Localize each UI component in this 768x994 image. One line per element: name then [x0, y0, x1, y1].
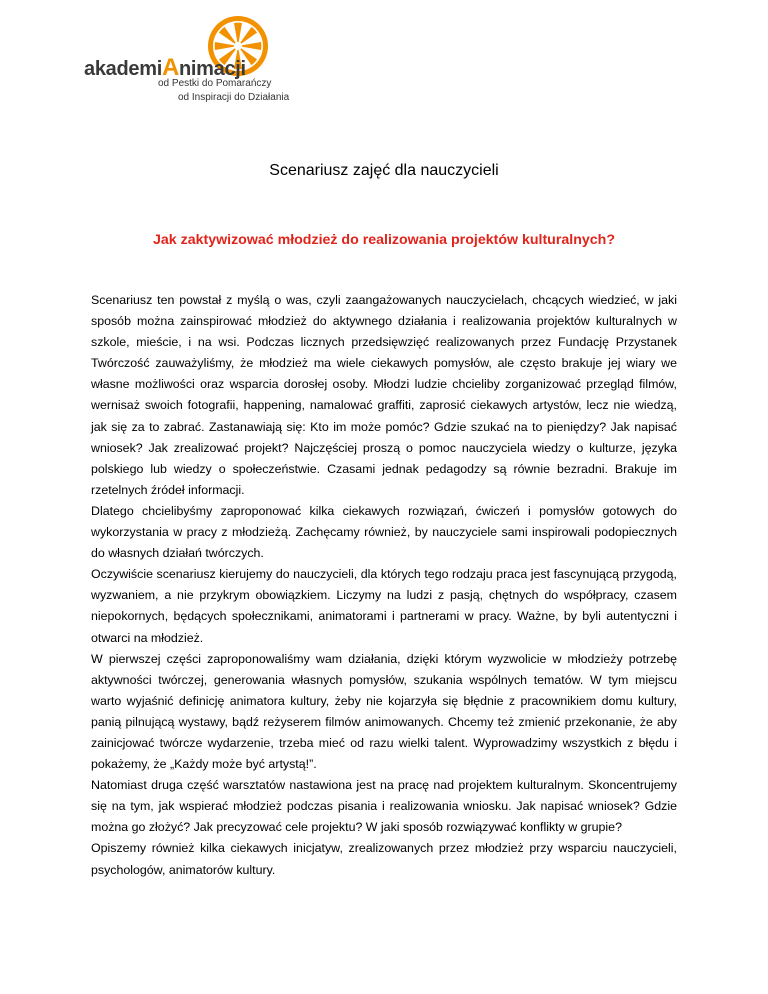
- paragraph: Scenariusz ten powstał z myślą o was, czyli zaangażowanych nauczycielach, chcących wiedzieć, w jaki sposób można zainspirować młodzież do aktywnego działania i realizowania projektów kulturalnych w szkole, mieście, i na wsi. Podczas licznych przedsięwzięć realizowanych przez Fundację Przystanek Twórczość zauważyliśmy, że młodzież ma wiele ciekawych pomysłów, ale często brakuje jej wiary we własne możliwości oraz wsparcia dorosłej osoby. Młodzi ludzie chcieliby zorganizować przegląd filmów, wernisaż swoich fotografii, happening, namalować graffiti, zaprosić ciekawych artystów, lecz nie wiedzą, jak się za to zabrać. Zastanawiają się: Kto im może pomóc? Gdzie szukać na to pieniędzy? Jak napisać wniosek? Jak zrealizować projekt? Najczęściej proszą o pomoc nauczyciela wiedzy o kulturze, języka polskiego lub wiedzy o społeczeństwie. Czasami jednak pedagodzy są równie bezradni. Brakuje im rzetelnych źródeł informacji.: [91, 293, 677, 497]
- paragraph: Dlatego chcielibyśmy zaproponować kilka ciekawych rozwiązań, ćwiczeń i pomysłów gotowych do wykorzystania w pracy z młodzieżą. Zachęcamy również, by nauczyciele sami inspirowali podopiecznych do własnych działań twórczych.: [91, 503, 677, 561]
- paragraph: Natomiast druga część warsztatów nastawiona jest na pracę nad projektem kulturalnym. Skoncentrujemy się na tym, jak wspierać młodzież podczas pisania i realizowania wniosku. Jak napisać wniosek? Gdzie można go złożyć? Jak precyzować cele projektu? W jaki sposób rozwiązywać konflikty w grupie?: [91, 778, 677, 835]
- logo-tagline-1: od Pestki do Pomarańczy: [158, 78, 272, 89]
- paragraph: W pierwszej części zaproponowaliśmy wam działania, dzięki którym wyzwolicie w młodzieży potrzebę aktywności twórczej, generowania własnych pomysłów, szukania wspólnych tematów. W tym miejscu warto wyjaśnić definicję animatora kultury, żeby nie kojarzyła się błędnie z pracownikiem domu kultury, panią pilnującą wystawy, bądź reżyserem filmów animowanych. Chcemy też zmienić przekonanie, że aby zainicjować twórcze wydarzenie, trzeba mieć od razu wielki talent. Wyprowadzimy wszystkich z błędu i pokażemy, że „Każdy może być artystą!”.: [91, 651, 677, 772]
- document-title: Scenariusz zajęć dla nauczycieli: [269, 162, 499, 179]
- document-subtitle: Jak zaktywizować młodzież do realizowania projektów kulturalnych?: [152, 232, 615, 248]
- paragraph: Oczywiście scenariusz kierujemy do nauczycieli, dla których tego rodzaju praca jest fascynującą przygodą, wyzwaniem, a nie przykrym obowiązkiem. Liczymy na ludzi z pasją, chętnych do współpracy, czasem niepokornych, będących społecznikami, animatorami i partnerami w pracy. Ważne, by byli autentyczni i otwarci na młodzież.: [91, 567, 677, 645]
- logo: [70, 14, 310, 114]
- document-body: [91, 290, 677, 881]
- paragraph: Opiszemy również kilka ciekawych inicjatyw, zrealizowanych przez młodzież przy wsparciu nauczycieli, psychologów, animatorów kultury.: [91, 841, 677, 877]
- logo-tagline-2: od Inspiracji do Działania: [178, 92, 290, 103]
- logo-wordmark: akademiAnimacji: [84, 54, 246, 81]
